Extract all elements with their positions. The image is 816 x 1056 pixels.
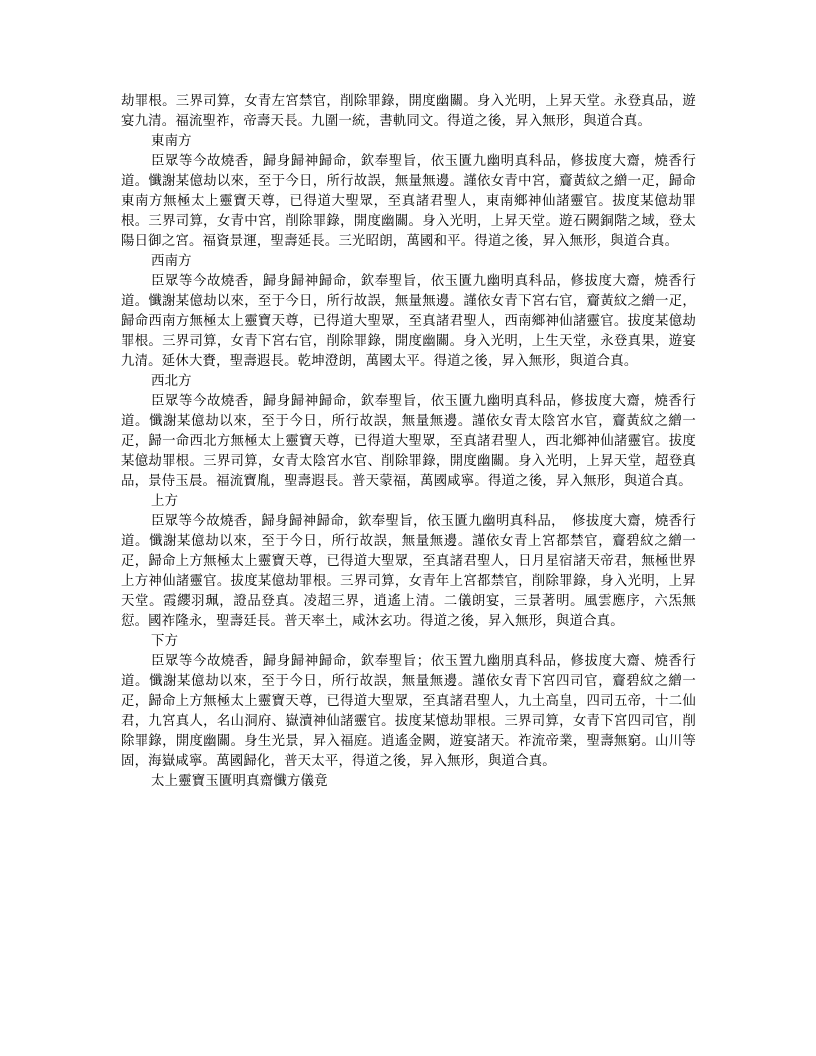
section-heading-northwest: 西北方	[151, 374, 192, 389]
document-page	[121, 92, 696, 792]
section-heading-southeast: 東南方	[151, 134, 192, 149]
opening-paragraph: 劫罪根。三界司算，女青左宮禁官，削除罪錄，開度幽關。身入光明，上昇天堂。永登真品，遊宴九清。福流聖祚，帝壽天長。九圍一統，書軌同文。得道之後，昇入無形，與道合真。	[121, 94, 696, 129]
section-text-upper: 臣眾等今故燒香，歸身歸神歸命，欽奉聖旨，依玉匱九幽明真科品， 修拔度大齋，燒香行道。懺謝某億劫以來，至于今日，所行故誤，無量無邊。謹依女青上宮都禁官，齎碧紋之繒一疋，歸命上方無極太上靈寶天尊，已得道大聖眾，至真諸君聖人，日月星宿諸天帝君，無極世界上方神仙諸靈官。拔度某億劫罪根。三界司算，女青年上宮都禁官，削除罪錄，身入光明，上昇天堂。霞纓羽珮，證品登真。凌超三界，逍遙上清。二儀朗宴，三景著明。風雲應序，六炁無愆。國祚隆永，聖壽廷長。普天率土，咸沐玄功。得道之後，昇入無形，與道合真。	[121, 514, 696, 629]
section-text-lower: 臣眾等今故燒香，歸身歸神歸命，欽奉聖旨；依玉置九幽朋真科品，修拔度大齋、燒香行道。懺謝某億劫以來，至于今日，所行故誤，無量無邊。謹依女青下宮四司官，齎碧紋之繒一疋，歸命上方無極太上靈寶天尊，已得道大聖眾，至真諸君聖人，九土高皇，四司五帝，十二仙君，九宮真人，名山洞府、嶽瀆神仙諸靈官。拔度某憶劫罪根。三界司算，女青下宮四司官，削除罪錄，開度幽關。身生光景，昇入福庭。逍遙金闕，遊宴諸天。祚流帝業，聖壽無窮。山川等固，海嶽咸寧。萬國歸化，普天太平，得道之後，昇入無形，與道合真。	[121, 654, 696, 769]
section-text-northwest: 臣眾等今故燒香，歸身歸神歸命，欽奉聖旨，依玉匱九幽明真科品，修拔度大齋，燒香行道。懺謝某億劫以來，至于今日，所行故誤，無量無邊。謹依女青太陰宮水官，齎黃紋之繒一疋，歸一命西北方無極太上靈寶天尊，已得道大聖眾，至真諸君聖人，西北鄉神仙諸靈官。拔度某億劫罪根。三界司算，女青太陰宮水官、削除罪錄，開度幽關。身入光明，上昇天堂，超登真品，景侍玉晨。福流寶胤，聖壽遐長。普天蒙福，萬國咸寧。得道之後，昇入無形，與道合真。	[121, 394, 696, 489]
section-heading-lower: 下方	[151, 634, 179, 649]
section-heading-upper: 上方	[151, 494, 179, 509]
section-heading-southwest: 西南方	[151, 254, 192, 269]
closing-title: 太上靈寶玉匱明真齋懺方儀竟	[151, 774, 328, 789]
section-text-southeast: 臣眾等今故燒香，歸身歸神歸命，欽奉聖旨，依玉匱九幽明真科品，修拔度大齋，燒香行道。懺謝某億劫以來，至于今日，所行故誤，無量無邊。謹依女青中宮，齎黃紋之繒一疋，歸命東南方無極太上靈寶天尊，已得道大聖眾，至真諸君聖人，東南鄉神仙諸靈官。拔度某億劫罪根。三界司算，女青中宮，削除罪錄，開度幽關。身入光明，上昇天堂。遊石闕銅階之域，登太陽日御之宮。福資景運，聖壽延長。三光昭朗，萬國和平。得道之後，昇入無形，與道合真。	[121, 154, 696, 249]
section-text-southwest: 臣眾等今故燒香，歸身歸神歸命，欽奉聖旨，依玉匱九幽明真科品，修拔度大齋，燒香行道。懺謝某億劫以來，至于今日，所行故誤，無量無邊。謹依女青下宮右官，齎黃紋之繒一疋，歸命西南方無極太上靈寶天尊，已得道大聖眾，至真諸君聖人，西南鄉神仙諸靈官。拔度某億劫罪根。三界司算，女青下宮右官，削除罪錄，開度幽關。身入光明，上生天堂，永登真果，遊宴九清。延休大賚，聖壽遐長。乾坤澄朗，萬國太平。得道之後，昇入無形，與道合真。	[121, 274, 696, 369]
